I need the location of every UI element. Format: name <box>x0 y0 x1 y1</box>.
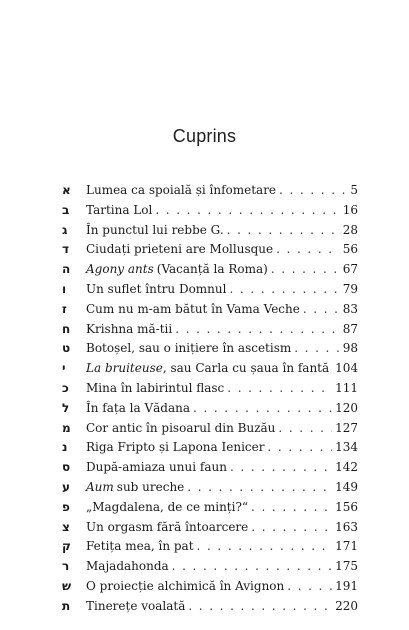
dot-leader <box>287 577 332 597</box>
entry-title: Un orgasm fără întoarcere <box>86 519 249 534</box>
page-number: 67 <box>342 262 358 277</box>
hebrew-letter: צ <box>62 519 70 534</box>
entry-title: (Vacanță la Roma) <box>156 262 268 277</box>
hebrew-letter: נ <box>62 440 68 455</box>
page-number: 163 <box>335 519 358 534</box>
hebrew-letter: ה <box>62 262 71 277</box>
entry-title: Krishna mă-tii <box>86 321 173 336</box>
hebrew-letter: ת <box>62 598 71 613</box>
page-title: Cuprins <box>172 126 237 146</box>
entry-title: O proiecție alchimică în Avignon <box>86 578 285 593</box>
toc-entry <box>62 221 358 241</box>
dot-leader <box>251 498 332 518</box>
toc-entry <box>62 557 358 577</box>
toc-entry <box>62 240 358 260</box>
hebrew-letter: ע <box>62 479 70 494</box>
toc-entry <box>62 478 358 498</box>
entry-title: „Magdalena, de ce minți?“ <box>86 499 249 514</box>
dot-leader <box>271 260 340 280</box>
page-number: 120 <box>335 400 358 415</box>
entry-title: După-amiaza unui faun <box>86 460 227 475</box>
hebrew-letter: ס <box>62 460 71 475</box>
page-number: 56 <box>342 242 358 257</box>
dot-leader <box>188 597 332 617</box>
hebrew-letter: פ <box>62 499 70 514</box>
toc-entry <box>62 419 358 439</box>
toc-entry <box>62 498 358 518</box>
page-number: 127 <box>335 420 358 435</box>
hebrew-letter: א <box>62 183 71 197</box>
dot-leader <box>229 280 339 300</box>
toc-entry <box>62 577 358 597</box>
page-number: 104 <box>335 361 359 376</box>
dot-leader <box>172 557 332 577</box>
page-number: 79 <box>342 281 358 296</box>
page-number: 134 <box>335 440 358 455</box>
entry-title: Lumea ca spoială și înfometare <box>86 183 277 197</box>
toc-entry <box>62 597 358 617</box>
entry-title: , sau Carla cu șaua în fantă <box>162 361 330 376</box>
hebrew-letter: מ <box>62 420 71 435</box>
hebrew-letter: ל <box>62 400 70 415</box>
entry-title: Tartina Lol <box>86 202 153 217</box>
page-number: 175 <box>335 559 358 574</box>
hebrew-letter: ד <box>62 242 70 257</box>
toc-entry <box>62 320 358 340</box>
toc-entry <box>62 201 358 221</box>
dot-leader <box>278 419 332 439</box>
dot-leader <box>303 300 340 320</box>
entry-title: Mina în labirintul flasc <box>86 380 225 395</box>
page-number: 191 <box>335 578 358 593</box>
dot-leader <box>276 240 340 260</box>
dot-leader <box>230 458 332 478</box>
dot-leader <box>227 221 340 241</box>
entry-title-italic: Agony ants <box>86 262 154 277</box>
page-number: 149 <box>335 479 358 494</box>
entry-title: În fața la Vădana <box>86 400 191 415</box>
dot-leader <box>155 201 339 221</box>
page-number: 111 <box>335 380 358 395</box>
toc-entry <box>62 280 358 300</box>
entry-title: În punctul lui rebbe G. <box>86 222 224 237</box>
entry-title: Fetița mea, în pat <box>86 539 194 554</box>
dot-leader <box>187 478 332 498</box>
entry-title: Riga Fripto și Lapona Ienicer <box>86 440 265 455</box>
toc-entry <box>62 537 358 557</box>
hebrew-letter: ש <box>62 578 72 593</box>
toc-entry <box>62 300 358 320</box>
page-number: 83 <box>342 301 358 316</box>
page-number: 5 <box>350 183 358 197</box>
entry-title: Un suflet întru Domnul <box>86 281 227 296</box>
page-number: 98 <box>342 341 358 356</box>
entry-title-italic: La bruiteuse <box>86 361 163 376</box>
toc-entry <box>62 399 358 419</box>
toc-entry <box>62 260 358 280</box>
entry-title: Botoșel, sau o inițiere în ascetism <box>86 341 292 356</box>
toc-entry <box>62 181 358 201</box>
dot-leader <box>294 339 339 359</box>
toc-entry <box>62 359 358 379</box>
dot-leader <box>197 537 333 557</box>
hebrew-letter: ו <box>62 281 67 296</box>
entry-title: Majadahonda <box>86 559 169 574</box>
page-number: 28 <box>342 222 358 237</box>
dot-leader <box>279 181 347 201</box>
hebrew-letter: ק <box>62 539 71 554</box>
hebrew-letter: כ <box>62 380 69 395</box>
page-number: 142 <box>335 460 358 475</box>
hebrew-letter: י <box>62 361 66 376</box>
entry-title: Ciudați prieteni are Mollusque <box>86 242 274 257</box>
entry-title: Tinerețe voalată <box>86 598 186 613</box>
toc-entry <box>62 339 358 359</box>
dot-leader <box>193 399 332 419</box>
hebrew-letter: ב <box>62 202 70 217</box>
toc-entry <box>62 518 358 538</box>
dot-leader <box>267 438 332 458</box>
toc-entry <box>62 458 358 478</box>
dot-leader <box>251 518 332 538</box>
dot-leader <box>227 379 332 399</box>
table-of-contents <box>62 181 358 617</box>
toc-entry <box>62 379 358 399</box>
hebrew-letter: ז <box>62 301 67 316</box>
entry-title: sub ureche <box>116 479 185 494</box>
entry-title: Cor antic în pisoarul din Buzău <box>86 420 276 435</box>
toc-entry <box>62 438 358 458</box>
hebrew-letter: ח <box>62 321 71 336</box>
hebrew-letter: ר <box>62 559 70 574</box>
page-number: 220 <box>335 598 358 613</box>
page-number: 156 <box>335 499 358 514</box>
entry-title-italic: Aum <box>86 479 114 494</box>
hebrew-letter: ג <box>62 222 68 237</box>
hebrew-letter: ט <box>62 341 71 356</box>
dot-leader <box>175 320 340 340</box>
page-number: 87 <box>342 321 358 336</box>
page-number: 171 <box>335 539 358 554</box>
page-number: 16 <box>342 202 358 217</box>
entry-title: Cum nu m-am bătut în Vama Veche <box>86 301 300 316</box>
